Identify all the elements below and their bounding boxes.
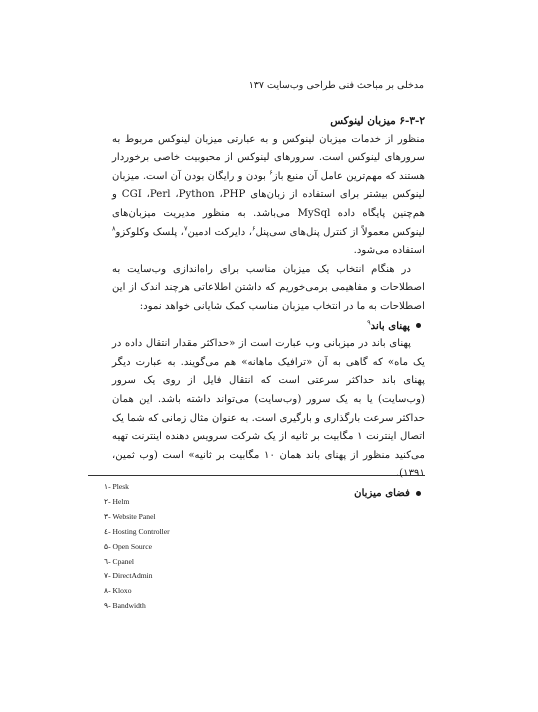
bullet-dot-icon <box>416 323 421 328</box>
footnote-item: ٦- Cpanel <box>104 556 135 566</box>
section-heading: ۶-۳-۲ میزبان لینوکس <box>330 115 425 127</box>
footnote-marker: ۶ <box>269 168 273 177</box>
bullet-dot-icon <box>416 491 421 496</box>
bullet-bandwidth <box>112 317 425 336</box>
paragraph-linux-hosting <box>112 131 425 261</box>
footnote-divider <box>88 475 425 476</box>
footnote-item: ۷- DirectAdmin <box>104 571 153 581</box>
main-text <box>112 112 425 502</box>
paragraph-text: بودن و رایگان بودن آن است. میزبان لینوکس بیشتر برای استفاده از زبان‌های CGI ،Perl ،Python ،PHP و هم‌چنین پایگاه داده MySql می‌باشد. به منظور مدیریت میزبان‌های لینوکس معمولاً از کنترل پنل‌های سی‌پنل <box>112 170 425 238</box>
bullet-label: فضای میزبان <box>354 486 410 499</box>
footnote-item: ۳- Website Panel <box>104 511 156 521</box>
footnote-marker: ۶ <box>251 224 256 233</box>
paragraph-text: استفاده می‌شود. <box>353 245 425 257</box>
footnote-list <box>104 480 404 614</box>
paragraph-text: ، دایرکت ادمین <box>187 226 252 238</box>
footnote-marker: ۹ <box>367 318 371 327</box>
footnote-item: ۱- Plesk <box>104 482 129 491</box>
footnote-item: ۵- Open Source <box>104 541 152 551</box>
footnote-marker: ۷ <box>183 224 188 233</box>
running-header: مدخلی بر مباحث فنی طراحی وب‌سایت ۱۳۷ <box>248 80 424 91</box>
paragraph-text: منظور از خدمات میزبان لینوکس و به عبارتی میزبان لینوکس مربوط به سرورهای لینوکس است. سرورهای لینوکس از محبوبیت خاصی برخوردار هستند که مهم‌ترین عامل آن منبع باز <box>112 133 425 182</box>
footnote-marker: ۸ <box>112 224 116 233</box>
footnote-item: ۹- Bandwidth <box>104 601 146 611</box>
paragraph-choosing-host: در هنگام انتخاب یک میزبان مناسب برای راه‌اندازی وب‌سایت به اصطلاحات و مفاهیمی برمی‌خوریم که داشتن اطلاعاتی هرچند اندک از این اصطلاحات به ما در انتخاب میزبان مناسب کمک شایانی خواهد نمود: <box>112 263 425 312</box>
paragraph-text: ، پلسک وکلوکزو <box>115 226 184 238</box>
footnote-item: ۲- Helm <box>104 496 130 506</box>
bullet-label: پهنای باند <box>370 319 410 332</box>
paragraph-bandwidth: پهنای باند در میزبانی وب عبارت است از «حداکثر مقدار انتقال داده در یک ماه» که گاهی به آن «ترافیک ماهانه» هم می‌گویند. به عبارت دیگر پهنای باند حداکثر سرعتی است که انتقال فایل از روی یک سرور (وب‌سایت) یا به یک سرور (وب‌سایت) می‌تواند داشته باشد. این همان حداکثر سرعت بارگذاری و بارگیری است. به عنوان مثال زمانی که شما یک اتصال اینترنت ۱ مگابیت بر ثانیه از یک شرکت سرویس دهنده اینترنت تهیه می‌کنید منظور از پهنای باند همان ۱۰ مگابیت بر ثانیه» است (وب ثمین، ۱۳۹۱). <box>112 338 426 480</box>
footnote-item: ٤- Hosting Controller <box>104 526 170 536</box>
footnote-item: ۸- Kloxo <box>104 586 132 596</box>
